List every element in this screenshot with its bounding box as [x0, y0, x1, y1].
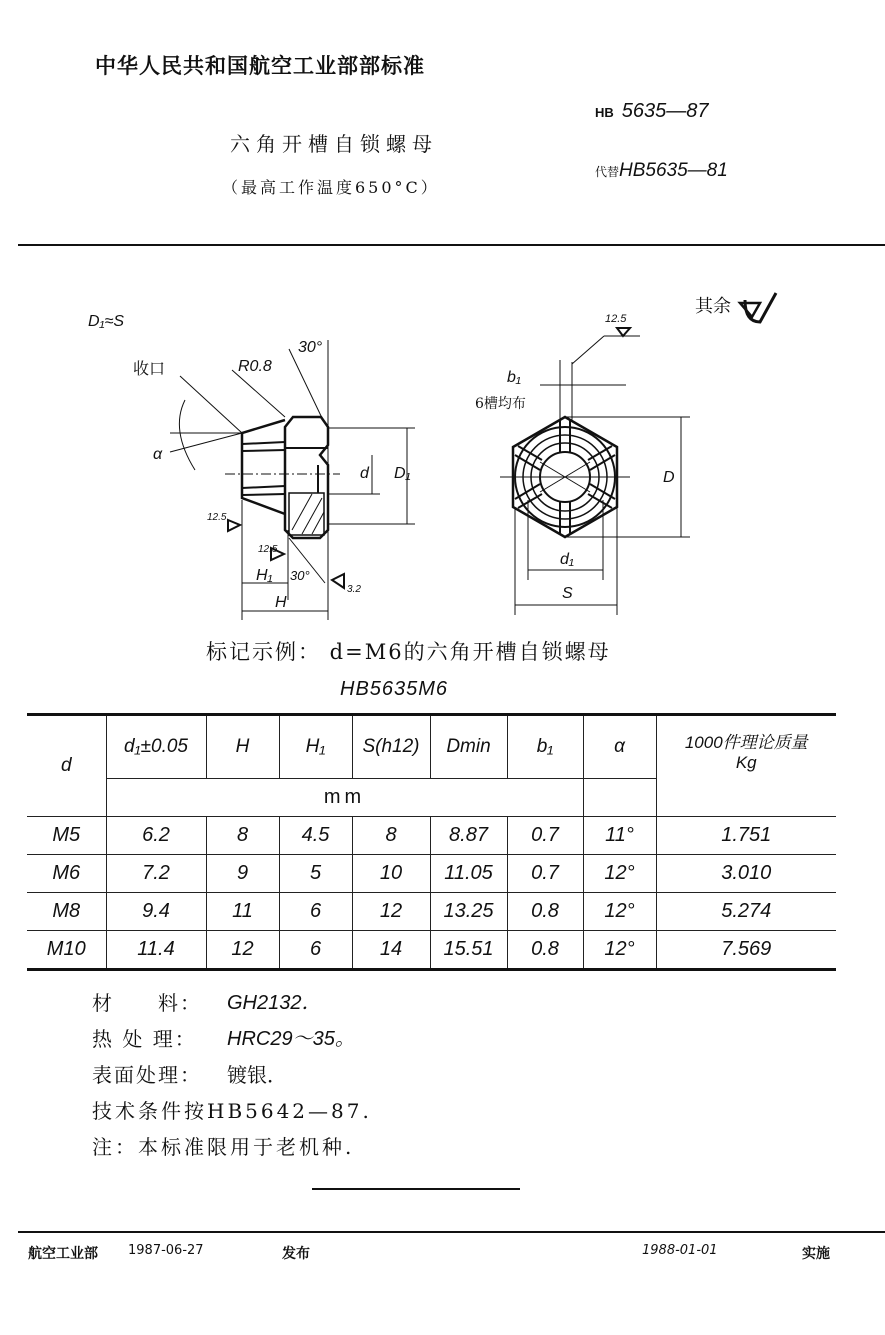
label-D: D — [663, 469, 675, 486]
col-header-b1: b₁ — [507, 715, 583, 779]
label-b1: b₁ — [507, 369, 521, 386]
cell: 12 — [206, 931, 279, 970]
label-shoukou: 收口 — [133, 359, 166, 378]
cell: 14 — [352, 931, 430, 970]
roughness-left: 12.5 — [207, 512, 227, 523]
unit-blank — [583, 779, 656, 817]
footer-issue-date: 1987-06-27 — [128, 1243, 204, 1258]
note-surface — [92, 1057, 372, 1093]
label-H: H — [275, 594, 287, 611]
cell: 0.8 — [507, 931, 583, 970]
material-value: GH2132． — [227, 992, 322, 1014]
label-S: S — [562, 585, 573, 602]
replaces-number: HB5635—81 — [619, 160, 728, 181]
cell: 6.2 — [106, 817, 206, 855]
cell: 12° — [583, 855, 656, 893]
cell: 8 — [206, 817, 279, 855]
cell: 11.05 — [430, 855, 507, 893]
technical-notes — [92, 985, 372, 1165]
col-header-Dmin: Dmin — [430, 715, 507, 779]
table-row — [27, 893, 836, 931]
label-H1: H₁ — [256, 567, 273, 584]
note-restriction: 注：本标准限用于老机种. — [92, 1135, 355, 1159]
technical-drawing — [0, 280, 885, 630]
cell: 5.274 — [656, 893, 836, 931]
col-header-H: H — [206, 715, 279, 779]
cell: 6 — [279, 893, 352, 931]
heat-value: HRC29～35。 — [227, 1028, 355, 1050]
marking-example: 标记示例： d=M6的六角开槽自锁螺母 — [206, 640, 611, 664]
table-header-row — [27, 715, 836, 779]
label-angle-top: 30° — [298, 339, 323, 356]
col-header-mass — [656, 715, 836, 817]
label-D1: D₁ — [394, 465, 411, 482]
cell: 1.751 — [656, 817, 836, 855]
roughness-right: 3.2 — [347, 584, 361, 595]
cell: 11° — [583, 817, 656, 855]
table-row — [27, 855, 836, 893]
label-d1-approx: D₁≈S — [88, 313, 125, 330]
cell: 10 — [352, 855, 430, 893]
mass-header-text: 1000件理论质量 — [684, 733, 808, 752]
surface-value: 镀银． — [227, 1063, 287, 1087]
standard-number-value: 5635—87 — [621, 100, 709, 122]
document-title: 六角开槽自锁螺母 — [230, 132, 438, 156]
marking-example-code: HB5635M6 — [340, 678, 449, 700]
cell: 15.51 — [430, 931, 507, 970]
col-header-H1: H₁ — [279, 715, 352, 779]
cell: 12 — [352, 893, 430, 931]
roughness-mid: 12.5 — [258, 544, 278, 555]
col-header-alpha: α — [583, 715, 656, 779]
cell: 12° — [583, 931, 656, 970]
cell: 5 — [279, 855, 352, 893]
cell: 0.8 — [507, 893, 583, 931]
cell: 9.4 — [106, 893, 206, 931]
cell: 6 — [279, 931, 352, 970]
cell: 13.25 — [430, 893, 507, 931]
replaces-standard — [595, 160, 728, 182]
standard-prefix: HB — [595, 105, 614, 120]
cell: 0.7 — [507, 817, 583, 855]
cell: 7.569 — [656, 931, 836, 970]
header-divider — [18, 244, 885, 246]
label-d: d — [360, 465, 369, 482]
col-header-d1: d₁±0.05 — [106, 715, 206, 779]
mass-unit: Kg — [735, 753, 757, 772]
footer-divider — [18, 1231, 885, 1233]
heat-label: 热 处 理： — [92, 1027, 197, 1051]
cell: 3.010 — [656, 855, 836, 893]
cell: 9 — [206, 855, 279, 893]
surface-label: 表面处理： — [92, 1063, 202, 1087]
label-alpha: α — [153, 446, 163, 463]
cell: 12° — [583, 893, 656, 931]
document-subtitle: （最高工作温度650°C） — [222, 178, 440, 197]
col-header-S: S(h12) — [352, 715, 430, 779]
footer-effective-word: 实施 — [802, 1246, 830, 1262]
col-header-d: d — [27, 715, 106, 817]
cell: 11 — [206, 893, 279, 931]
table-row — [27, 817, 836, 855]
cell: 8 — [352, 817, 430, 855]
note-heat-treatment — [92, 1021, 372, 1057]
table-row — [27, 931, 836, 970]
standard-number — [595, 100, 709, 123]
cell: 11.4 — [106, 931, 206, 970]
unit-mm: mm — [106, 779, 583, 817]
label-six-slots: 6槽均布 — [475, 396, 526, 412]
cell: 0.7 — [507, 855, 583, 893]
material-label: 材 料： — [92, 991, 202, 1015]
side-hex-body — [285, 417, 328, 538]
replaces-prefix: 代替 — [595, 165, 620, 179]
label-radius: R0.8 — [238, 358, 272, 375]
cell: 4.5 — [279, 817, 352, 855]
cell: M8 — [27, 893, 106, 931]
note-tech-conditions: 技术条件按HB5642—87. — [92, 1099, 372, 1123]
footer-issuer: 航空工业部 — [28, 1246, 98, 1262]
cell: M6 — [27, 855, 106, 893]
label-other-surfaces: 其余 — [695, 296, 731, 317]
cell: 7.2 — [106, 855, 206, 893]
roughness-top: 12.5 — [605, 313, 627, 325]
footer-effective-date: 1988-01-01 — [642, 1243, 718, 1258]
label-angle-bottom: 30° — [290, 568, 310, 583]
label-d1: d₁ — [560, 551, 574, 568]
cell: M5 — [27, 817, 106, 855]
cell: 8.87 — [430, 817, 507, 855]
cell: M10 — [27, 931, 106, 970]
note-material — [92, 985, 372, 1021]
end-underline — [312, 1188, 520, 1190]
issuing-organization: 中华人民共和国航空工业部部标准 — [95, 54, 425, 78]
footer-issue-word: 发布 — [282, 1246, 310, 1262]
dimension-table — [27, 713, 836, 971]
